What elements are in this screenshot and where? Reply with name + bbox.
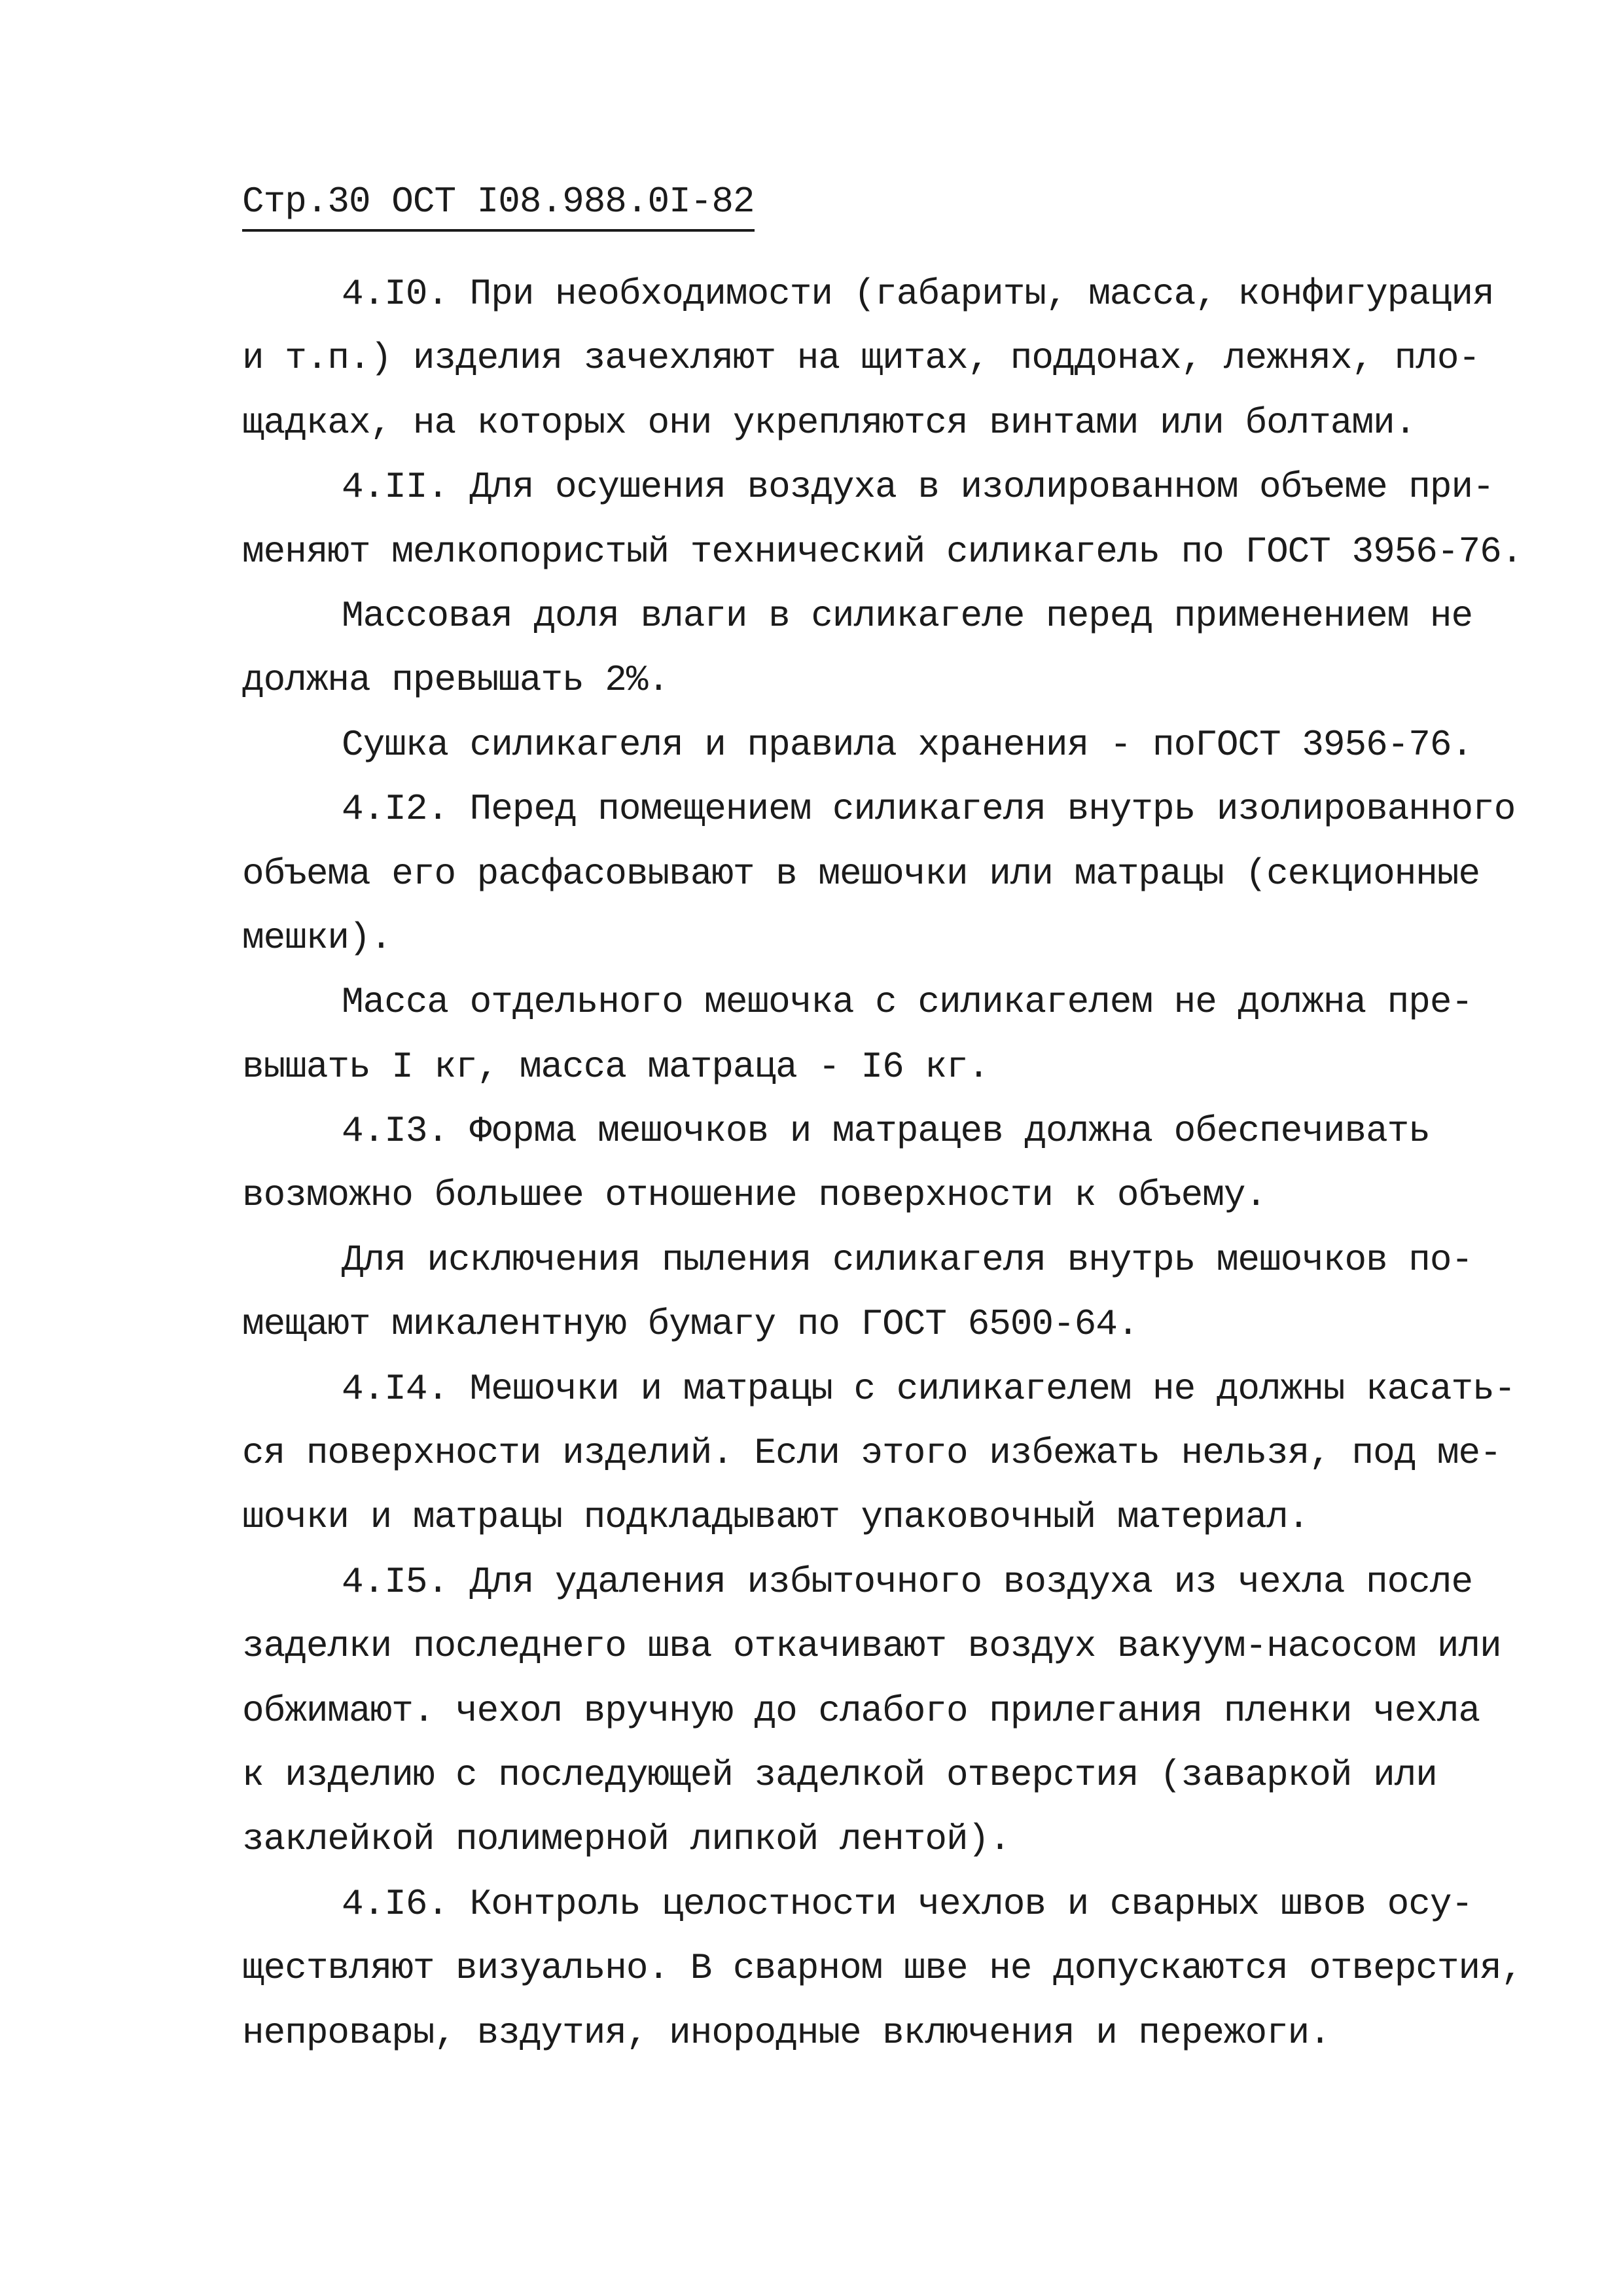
text-line: 4.I2. Перед помещением силикагеля внутрь изолированного (342, 788, 1516, 831)
text-line: 4.I4. Мешочки и матрацы с силикагелем не должны касать- (342, 1367, 1516, 1410)
text-line: Сушка силикагеля и правила хранения - поГОСТ 3956-76. (342, 723, 1473, 766)
text-line: вышать I кг, масса матраца - I6 кг. (242, 1045, 990, 1088)
text-line: Массовая доля влаги в силикагеле перед применением не (342, 594, 1473, 637)
text-line: заделки последнего шва откачивают воздух вакуум-насосом или (242, 1625, 1501, 1668)
text-line: к изделию с последующей заделкой отверстия (заваркой или (242, 1753, 1437, 1796)
text-line: должна превышать 2%. (242, 659, 669, 702)
text-line: 4.I0. При необходимости (габариты, масса, конфигурация (342, 273, 1494, 315)
text-line: и т.п.) изделия зачехляют на щитах, поддонах, лежнях, пло- (242, 337, 1480, 380)
text-line: Для исключения пыления силикагеля внутрь мешочков по- (342, 1238, 1473, 1281)
text-line: мещают микалентную бумагу по ГОСТ 6500-64. (242, 1303, 1139, 1346)
text-line: заклейкой полимерной липкой лентой). (242, 1818, 1010, 1861)
page-header (242, 175, 755, 232)
text-line: 4.I5. Для удаления избыточного воздуха из чехла после (342, 1560, 1473, 1603)
text-line: шочки и матрацы подкладывают упаковочный материал. (242, 1496, 1310, 1539)
document-body (242, 262, 1523, 2065)
text-line: ся поверхности изделий. Если этого избежать нельзя, под ме- (242, 1432, 1501, 1475)
page-header-text: Стр.30 ОСТ I08.988.0I-82 (242, 175, 755, 232)
text-line: непровары, вздутия, инородные включения и пережоги. (242, 2011, 1330, 2054)
text-line: мешки). (242, 916, 392, 959)
text-line: 4.II. Для осушения воздуха в изолированном объеме при- (342, 466, 1494, 509)
text-line: возможно большее отношение поверхности к объему. (242, 1174, 1267, 1217)
text-line: меняют мелкопористый технический силикагель по ГОСТ 3956-76. (242, 530, 1523, 573)
text-line: 4.I6. Контроль целостности чехлов и сварных швов осу- (342, 1882, 1473, 1925)
text-line: объема его расфасовывают в мешочки или матрацы (секционные (242, 852, 1480, 895)
text-line: обжимают. чехол вручную до слабого прилегания пленки чехла (242, 1689, 1480, 1732)
text-line: 4.I3. Форма мешочков и матрацев должна обеспечивать (342, 1110, 1430, 1153)
text-line: ществляют визуально. В сварном шве не допускаются отверстия, (242, 1947, 1523, 1990)
text-line: щадках, на которых они укрепляются винтами или болтами. (242, 401, 1416, 444)
text-line: Масса отдельного мешочка с силикагелем не должна пре- (342, 981, 1473, 1024)
